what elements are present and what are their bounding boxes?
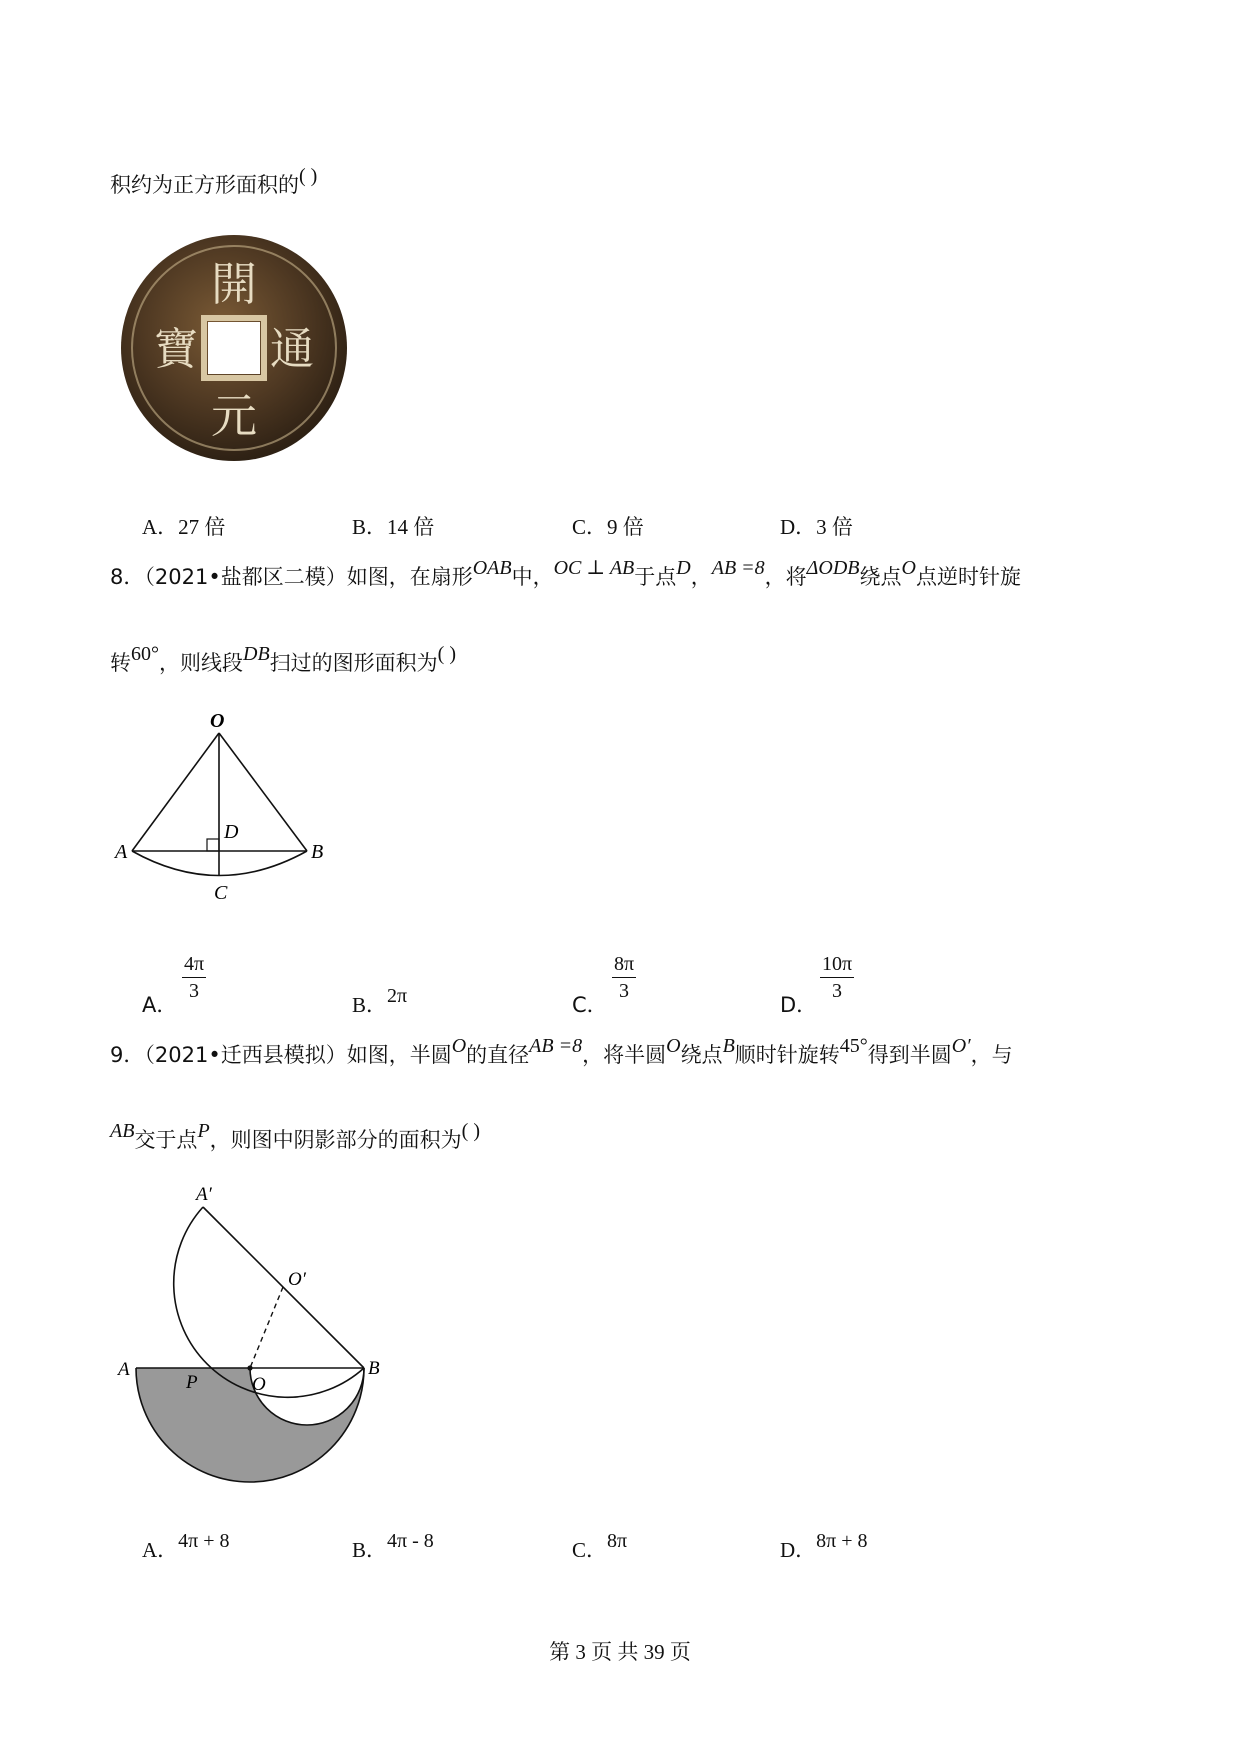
q8-option-d-label: D． bbox=[780, 993, 818, 1017]
q8-label-d: D bbox=[224, 821, 239, 843]
q8-label-c: C bbox=[214, 882, 228, 904]
coin-char-bottom: 元 bbox=[211, 389, 257, 443]
q8-source: （2021•盐都区二模） bbox=[144, 565, 347, 589]
q8-label-b: B bbox=[311, 841, 324, 863]
q8-option-c-fraction bbox=[612, 951, 636, 1004]
q9-source: （2021•迁西县模拟） bbox=[144, 1043, 347, 1067]
q9-option-a: A．4π + 8 bbox=[142, 1530, 230, 1562]
q8-option-a-fraction bbox=[182, 951, 206, 1004]
q7-tail-text: 积约为正方形面积的 bbox=[110, 173, 299, 197]
q9-option-d: D．8π + 8 bbox=[780, 1530, 868, 1562]
q8-right-angle-mark bbox=[207, 839, 219, 851]
q7-option-d: D．3 倍 bbox=[780, 515, 853, 539]
q8-option-c-denominator: 3 bbox=[619, 980, 630, 1002]
q9-semicircle-figure bbox=[110, 1180, 410, 1500]
q8-sector-figure bbox=[110, 700, 340, 910]
q8-option-a-denominator: 3 bbox=[189, 980, 200, 1002]
q7-option-b: B．14 倍 bbox=[352, 515, 435, 539]
q9-number: 9． bbox=[110, 1043, 145, 1067]
q7-answer-paren: ( ) bbox=[299, 165, 318, 187]
q7-option-c: C．9 倍 bbox=[572, 515, 644, 539]
q8-option-b: B．2π bbox=[352, 985, 408, 1017]
kaiyuan-coin-image bbox=[118, 232, 350, 464]
coin-char-left: 寶 bbox=[154, 324, 198, 375]
q9-question-line1: 9．（2021•迁西县模拟）如图，半圆O的直径AB =8，将半圆O绕点B顺时针旋转45°得到半圆O′，与 bbox=[110, 1035, 1013, 1067]
q9-option-b: B．4π - 8 bbox=[352, 1530, 434, 1562]
q8-option-d-fraction bbox=[820, 951, 854, 1004]
q8-option-a-label: A． bbox=[142, 993, 178, 1017]
q9-question-line2: AB交于点P，则图中阴影部分的面积为( ) bbox=[110, 1120, 480, 1152]
coin-char-top: 開 bbox=[211, 257, 257, 311]
q9-answer-paren: ( ) bbox=[461, 1120, 480, 1142]
coin-square-hole bbox=[208, 322, 260, 374]
q7-question-tail bbox=[110, 165, 318, 201]
q9-option-c: C．8π bbox=[572, 1530, 628, 1562]
q8-label-o: O bbox=[210, 710, 225, 732]
coin-char-right: 通 bbox=[270, 324, 314, 375]
q9-label-o1: O′ bbox=[288, 1269, 306, 1290]
page-footer: 第 3 页 共 39 页 bbox=[549, 1640, 691, 1664]
q9-shaded-region bbox=[136, 1368, 364, 1482]
q8-option-c-numerator: 8π bbox=[612, 951, 636, 978]
q8-question-line2: 转60°，则线段DB扫过的图形面积为( ) bbox=[110, 643, 456, 675]
q8-number: 8． bbox=[110, 565, 145, 589]
q9-dashed-o1p bbox=[250, 1287, 283, 1368]
q8-label-a: A bbox=[115, 841, 128, 863]
q8-option-a-numerator: 4π bbox=[182, 951, 206, 978]
q9-label-b: B bbox=[368, 1358, 380, 1379]
q8-segment-oa bbox=[132, 733, 219, 851]
q9-label-o: O bbox=[252, 1374, 266, 1395]
q9-point-o bbox=[247, 1365, 252, 1370]
q7-option-a: A．27 倍 bbox=[142, 515, 226, 539]
q8-question-line1: 8．（2021•盐都区二模）如图，在扇形OAB中，OC ⊥ AB于点D，AB =8，将ΔODB绕点O点逆时针旋 bbox=[110, 557, 1021, 589]
q8-option-c-label: C． bbox=[572, 993, 608, 1017]
q8-answer-paren: ( ) bbox=[437, 643, 456, 665]
q9-label-a: A bbox=[118, 1359, 130, 1380]
q8-option-d-numerator: 10π bbox=[820, 951, 854, 978]
q8-option-d-denominator: 3 bbox=[832, 980, 843, 1002]
q9-label-a1: A′ bbox=[196, 1184, 212, 1205]
q9-label-p: P bbox=[186, 1372, 198, 1393]
